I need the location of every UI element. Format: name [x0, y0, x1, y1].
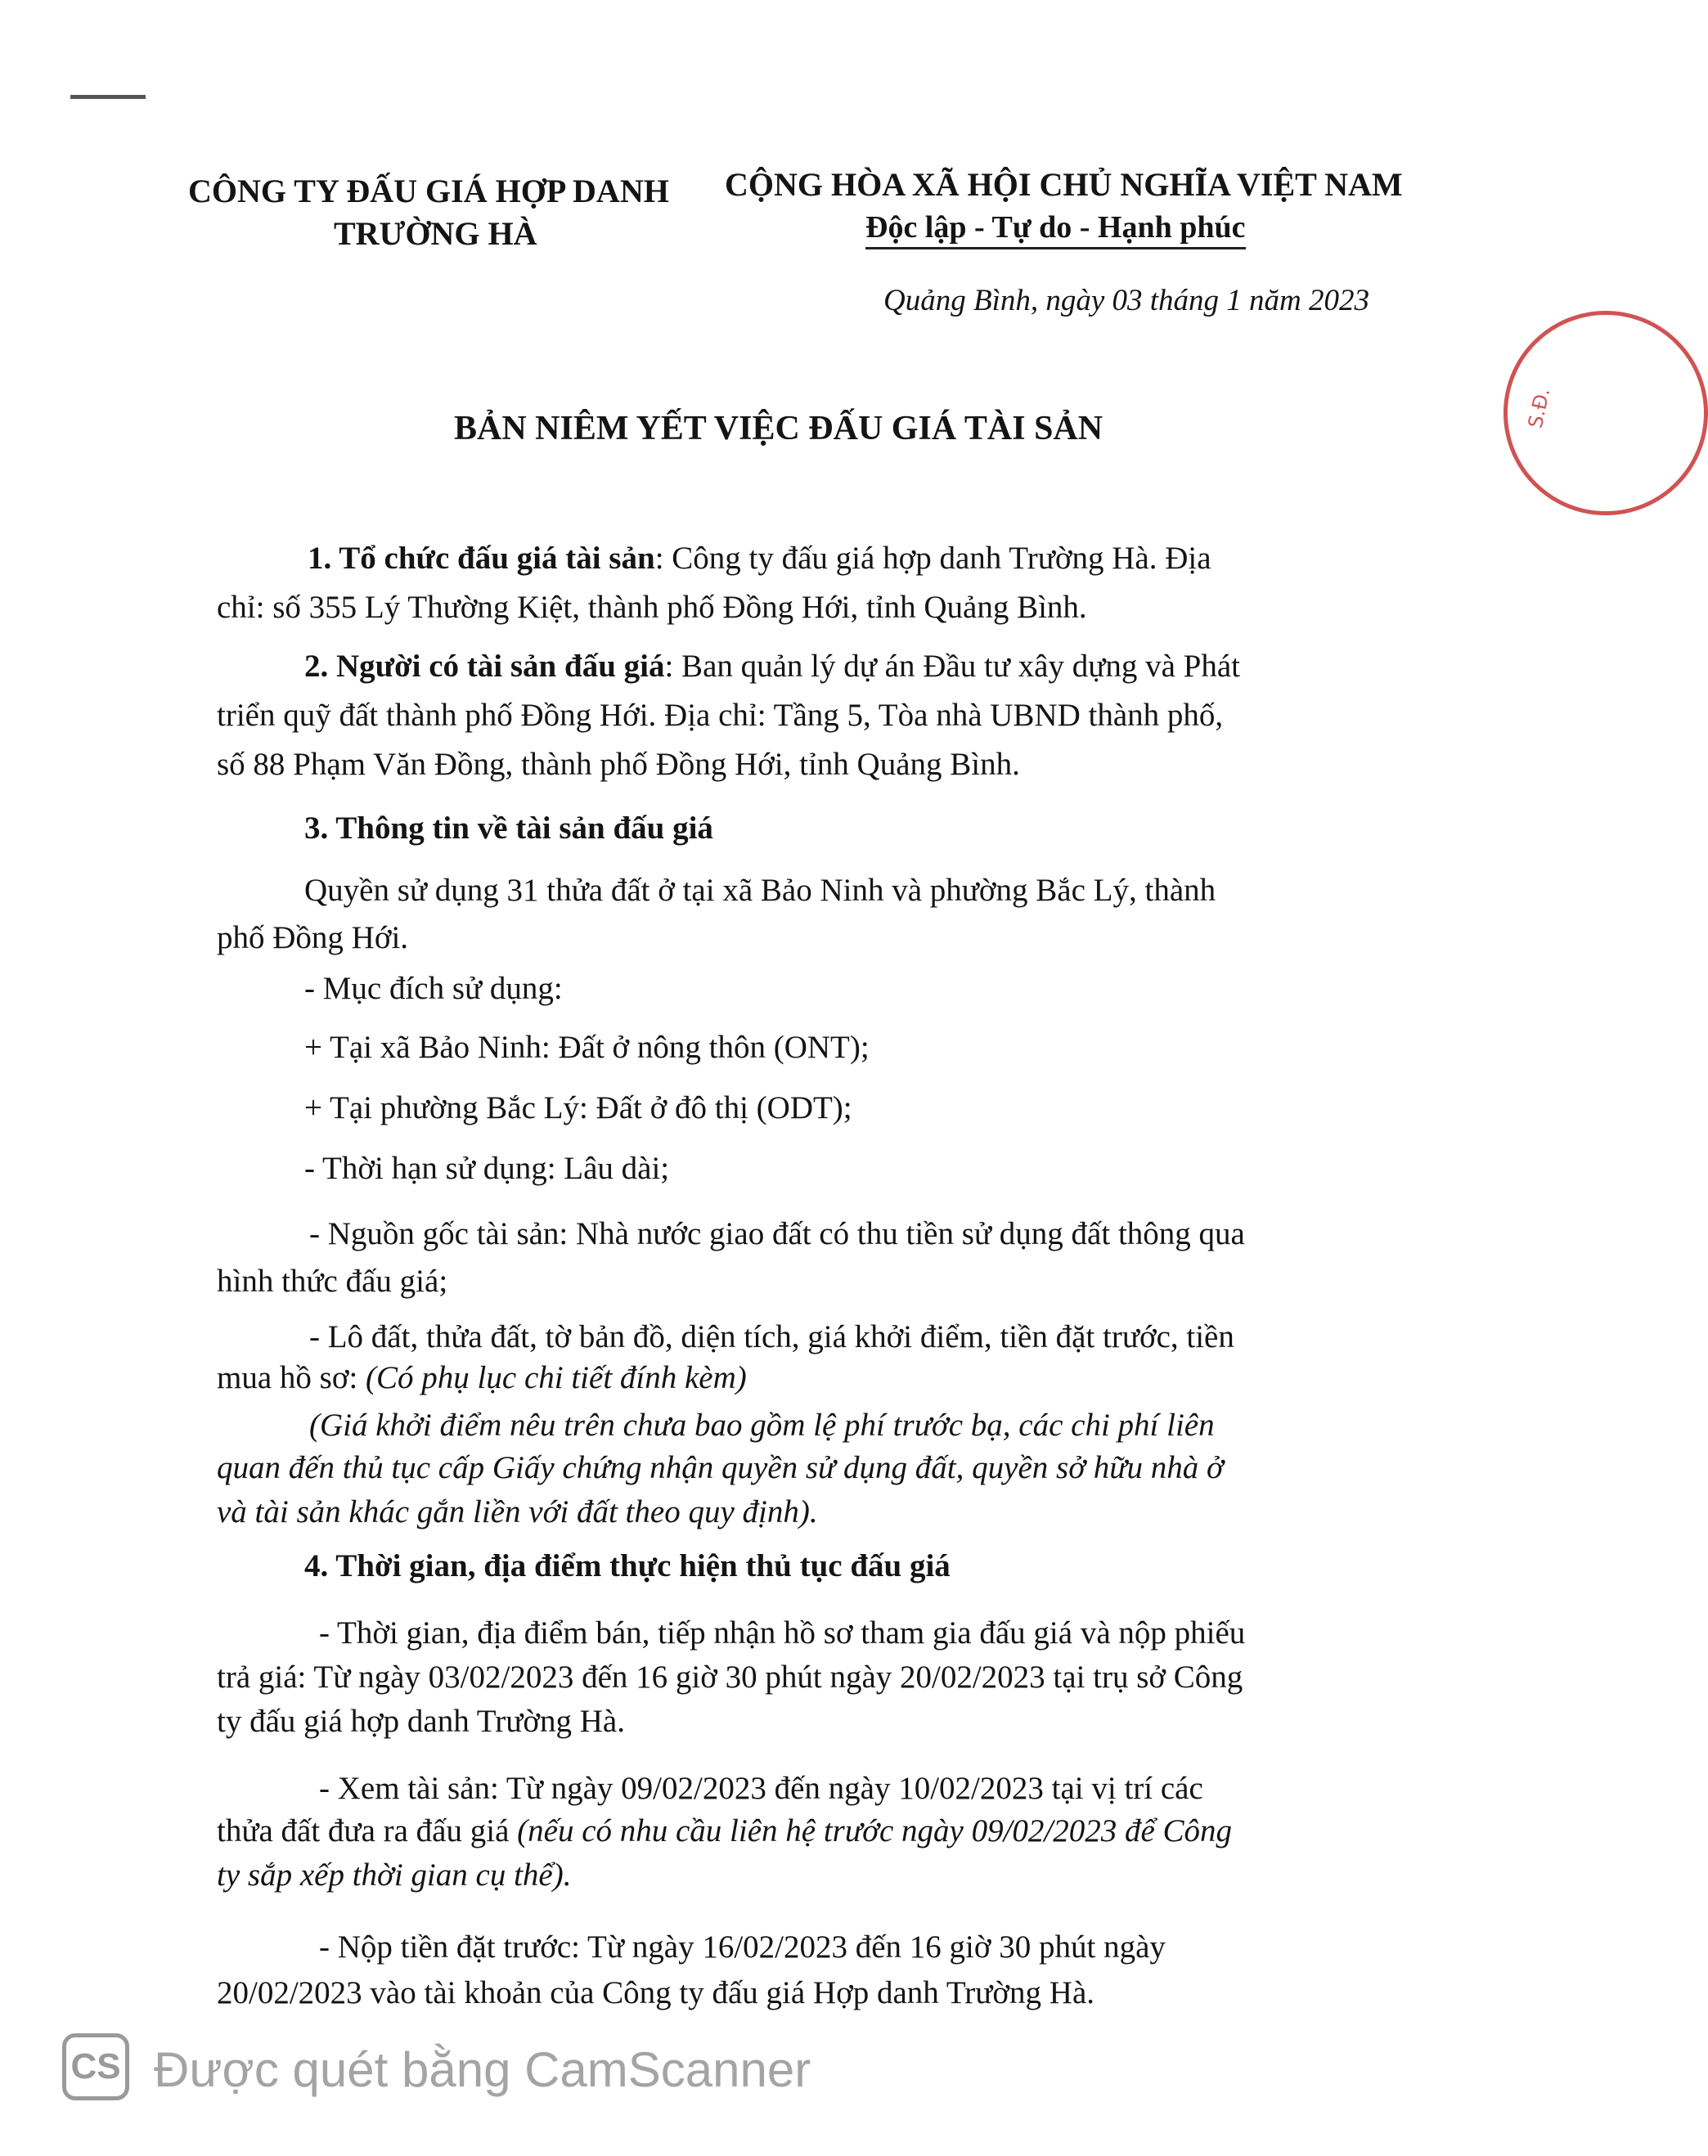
red-stamp — [1503, 311, 1708, 515]
national-motto: Độc lập - Tự do - Hạnh phúc — [865, 209, 1246, 249]
price-note-line-3: và tài sản khác gắn liền với đất theo quy định). — [217, 1494, 818, 1529]
document-title: BẢN NIÊM YẾT VIỆC ĐẤU GIÁ TÀI SẢN — [454, 410, 1103, 447]
section-4-heading: 4. Thời gian, địa điểm thực hiện thủ tục đấu giá — [304, 1548, 951, 1583]
deposit-line-1: - Nộp tiền đặt trước: Từ ngày 16/02/2023 đến 16 giờ 30 phút ngày — [319, 1929, 1166, 1965]
bao-ninh-purpose: + Tại xã Bảo Ninh: Đất ở nông thôn (ONT); — [304, 1030, 870, 1065]
section-3-heading: 3. Thông tin về tài sản đấu giá — [304, 811, 713, 846]
view-line-2: thửa đất đưa ra đấu giá (nếu có nhu cầu liên hệ trước ngày 09/02/2023 để Công — [217, 1813, 1233, 1848]
camscanner-watermark: Được quét bằng CamScanner — [154, 2042, 811, 2097]
term-line: - Thời hạn sử dụng: Lâu dài; — [304, 1151, 670, 1186]
origin-line-2: hình thức đấu giá; — [217, 1264, 448, 1299]
section-2-label: 2. Người có tài sản đấu giá — [304, 649, 665, 684]
lots-line-2: mua hồ sơ: (Có phụ lục chi tiết đính kèm) — [217, 1360, 747, 1395]
org-name-line1: CÔNG TY ĐẤU GIÁ HỢP DANH — [188, 173, 669, 209]
origin-line-1: - Nguồn gốc tài sản: Nhà nước giao đất có thu tiền sử dụng đất thông qua — [309, 1216, 1245, 1251]
top-margin-mark — [70, 95, 146, 99]
stamp-text: S.Đ. — [1523, 386, 1555, 430]
appendix-note: (Có phụ lục chi tiết đính kèm) — [366, 1360, 747, 1395]
sale-line-1: - Thời gian, địa điểm bán, tiếp nhận hồ sơ tham gia đấu giá và nộp phiếu — [319, 1615, 1246, 1651]
bac-ly-purpose: + Tại phường Bắc Lý: Đất ở đô thị (ODT); — [304, 1090, 852, 1125]
section-1-line-1: 1. Tổ chức đấu giá tài sản: Công ty đấu giá hợp danh Trường Hà. Địa — [308, 541, 1211, 576]
section-3-intro-1: Quyền sử dụng 31 thửa đất ở tại xã Bảo Ninh và phường Bắc Lý, thành — [304, 873, 1216, 908]
section-3-intro-2: phố Đồng Hới. — [217, 920, 409, 955]
section-2-line-3: số 88 Phạm Văn Đồng, thành phố Đồng Hới, tỉnh Quảng Bình. — [217, 747, 1020, 782]
section-1-label: 1. Tổ chức đấu giá tài sản — [308, 541, 655, 576]
view-line-1: - Xem tài sản: Từ ngày 09/02/2023 đến ngày 10/02/2023 tại vị trí các — [319, 1771, 1203, 1806]
sale-line-3: ty đấu giá hợp danh Trường Hà. — [217, 1704, 625, 1739]
camscanner-logo-icon: CS — [62, 2033, 129, 2100]
national-title: CỘNG HÒA XÃ HỘI CHỦ NGHĨA VIỆT NAM — [725, 166, 1403, 203]
section-2-line-1: 2. Người có tài sản đấu giá: Ban quản lý dự án Đầu tư xây dựng và Phát — [304, 649, 1241, 684]
lots-line-1: - Lô đất, thửa đất, tờ bản đồ, diện tích, giá khởi điểm, tiền đặt trước, tiền — [309, 1319, 1234, 1354]
section-1-line-2: chỉ: số 355 Lý Thường Kiệt, thành phố Đồng Hới, tỉnh Quảng Bình. — [217, 590, 1087, 625]
sale-line-2: trả giá: Từ ngày 03/02/2023 đến 16 giờ 30 phút ngày 20/02/2023 tại trụ sở Công — [217, 1660, 1243, 1695]
view-line-3: ty sắp xếp thời gian cụ thể). — [217, 1857, 572, 1893]
deposit-line-2: 20/02/2023 vào tài khoản của Công ty đấu giá Hợp danh Trường Hà. — [217, 1975, 1095, 2010]
purpose-line: - Mục đích sử dụng: — [304, 971, 563, 1006]
section-2-line-2: triển quỹ đất thành phố Đồng Hới. Địa chỉ: Tầng 5, Tòa nhà UBND thành phố, — [217, 698, 1224, 733]
price-note-line-1: (Giá khởi điểm nêu trên chưa bao gồm lệ phí trước bạ, các chi phí liên — [309, 1408, 1215, 1443]
document-date: Quảng Bình, ngày 03 tháng 1 năm 2023 — [883, 284, 1370, 317]
price-note-line-2: quan đến thủ tục cấp Giấy chứng nhận quyền sử dụng đất, quyền sở hữu nhà ở — [217, 1450, 1224, 1485]
org-name-line2: TRƯỜNG HÀ — [334, 215, 537, 252]
